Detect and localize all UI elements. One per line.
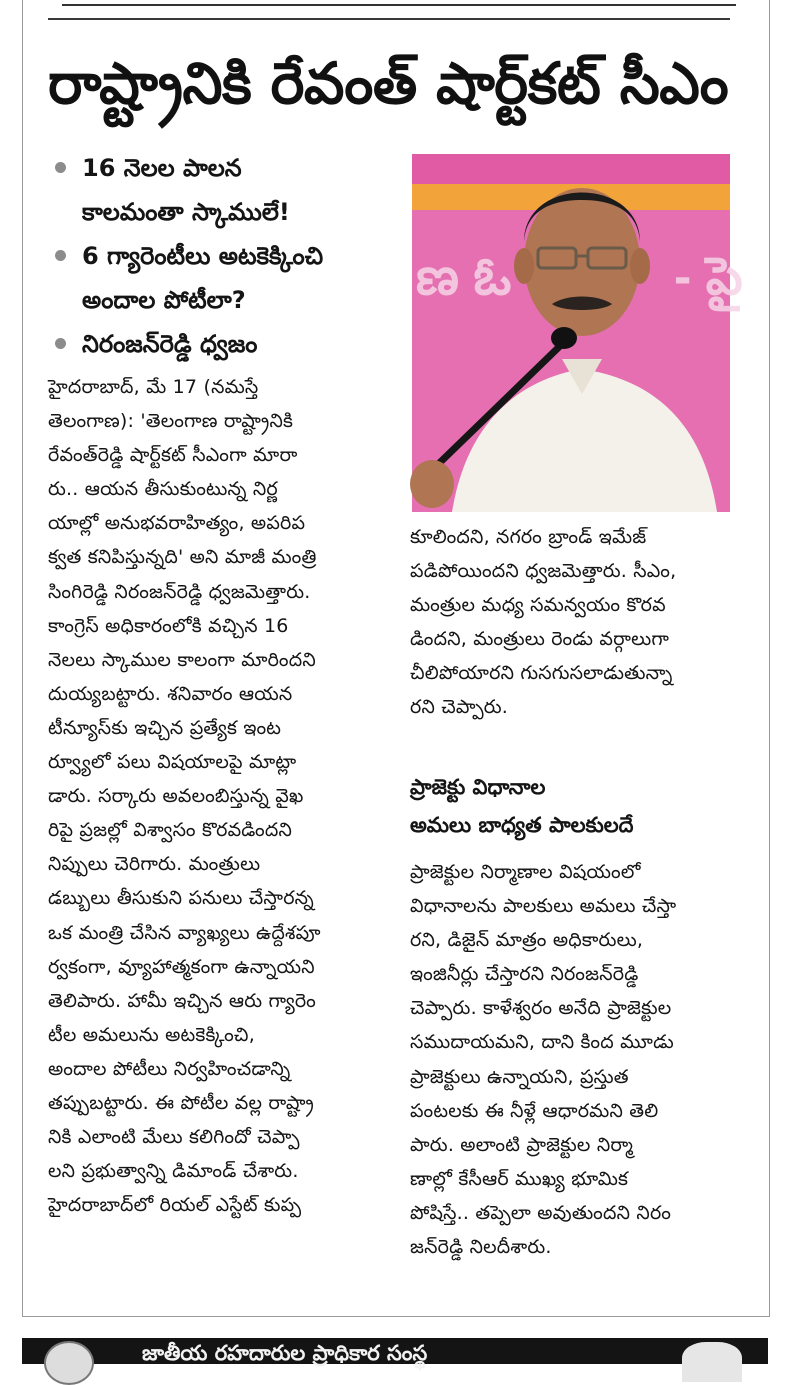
- body-line: ర్వ్యూలో పలు విషయాలపై మాట్లా: [48, 751, 297, 774]
- body-line: ణాల్లో కేసీఆర్ ముఖ్య భూమిక: [410, 1167, 629, 1190]
- body-line: సింగిరెడ్డి నిరంజన్‌రెడ్డి ధ్వజమెత్తారు.: [48, 580, 311, 603]
- body-line: ప్రాజెక్టుల నిర్మాణాల విషయంలో: [410, 861, 641, 883]
- body-line: దుయ్యబట్టారు. శనివారం ఆయన: [48, 682, 293, 705]
- bottom-advertisement-banner: [22, 1338, 768, 1364]
- body-line: అందాల పోటీలు నిర్వహించడాన్ని: [48, 1057, 291, 1080]
- headline: రాష్ట్రానికి రేవంత్ షార్ట్‌కట్ సీఎం: [48, 51, 729, 117]
- bullet-point: [48, 234, 388, 322]
- banner-title: జాతీయ రహదారుల ప్రాధికార సంస్థ: [142, 1341, 428, 1365]
- body-line: ఇంజినీర్లు చేస్తారని నిరంజన్‌రెడ్డి: [410, 963, 639, 986]
- body-line: డిందని, మంత్రులు రెండు వర్గాలుగా: [410, 628, 670, 651]
- headline-rule: [48, 18, 730, 20]
- sub-heading: [410, 768, 736, 844]
- body-line: ఒక మంత్రి చేసిన వ్యాఖ్యలు ఉద్దేశపూ: [48, 921, 321, 944]
- article-body-left-column: [48, 370, 378, 1222]
- body-line: పారు. అలాంటి ప్రాజెక్టుల నిర్మా: [410, 1133, 634, 1156]
- body-line: జన్‌రెడ్డి నిలదీశారు.: [410, 1236, 552, 1259]
- bullet-line: 16 నెలల పాలన: [82, 154, 242, 182]
- body-line: డారు. సర్కారు అవలంబిస్తున్న వైఖ: [48, 785, 304, 808]
- article-body-right-column-top: [410, 520, 736, 725]
- body-line: మంత్రుల మధ్య సమన్వయం కొరవ: [410, 594, 666, 617]
- body-line: పడిపోయిందని ధ్వజమెత్తారు. సీఎం,: [410, 560, 677, 583]
- body-line: డబ్బులు తీసుకుని పనులు చేస్తారన్న: [48, 887, 314, 910]
- body-line: తెలంగాణ): 'తెలంగాణ రాష్ట్రానికి: [48, 410, 294, 433]
- bullet-icon: [55, 250, 66, 261]
- body-line: చెప్పారు. కాళేశ్వరం అనేది ప్రాజెక్టుల: [410, 997, 672, 1020]
- body-line: కాంగ్రెస్ అధికారంలోకి వచ్చిన 16: [48, 614, 289, 637]
- speaker-with-microphone-image: [412, 154, 743, 512]
- body-line: రని, డిజైన్ మాత్రం అధికారులు,: [410, 929, 644, 952]
- body-line: టీన్యూస్‌కు ఇచ్చిన ప్రత్యేక ఇంట: [48, 716, 282, 739]
- bullet-point: [48, 146, 388, 234]
- bullet-point: [48, 322, 388, 366]
- body-line: విధానాలను పాలకులు అమలు చేస్తా: [410, 895, 677, 918]
- svg-text:- పై: - పై: [674, 248, 743, 306]
- body-line: సముదాయమని, దాని కింద మూడు: [410, 1031, 674, 1054]
- bullet-line: నిరంజన్‌రెడ్డి ధ్వజం: [82, 330, 258, 358]
- body-line: నికి ఎలాంటి మేలు కలిగిందో చెప్పా: [48, 1126, 300, 1149]
- body-line: రు.. ఆయన తీసుకుంటున్న నిర్ణ: [48, 478, 278, 501]
- sub-heading-line: అమలు బాధ్యత పాలకులదే: [410, 813, 634, 837]
- body-line: తప్పుబట్టారు. ఈ పోటీల వల్ల రాష్ట్రా: [48, 1091, 314, 1114]
- body-line: లని ప్రభుత్వాన్ని డిమాండ్ చేశారు.: [48, 1160, 299, 1183]
- logo-icon: [682, 1342, 742, 1382]
- body-line: క్వత కనిపిస్తున్నది' అని మాజీ మంత్రి: [48, 546, 317, 569]
- body-line: పంటలకు ఈ నీళ్లే ఆధారమని తెలి: [410, 1099, 659, 1122]
- body-line: రిపై ప్రజల్లో విశ్వాసం కొరవడిందని: [48, 819, 293, 842]
- body-line: పోషిస్తే.. తప్పెలా అవుతుందని నిరం: [410, 1201, 672, 1224]
- svg-text:ణ ఓ: ణ ఓ: [416, 248, 512, 306]
- bullet-icon: [55, 162, 66, 173]
- body-line: యాల్లో అనుభవరాహిత్యం, అపరిప: [48, 512, 306, 535]
- bullet-icon: [55, 338, 66, 349]
- body-line: హైదరాబాద్‌లో రియల్ ఎస్టేట్ కుప్ప: [48, 1194, 302, 1217]
- emblem-icon: [44, 1341, 94, 1385]
- body-line: రేవంత్‌రెడ్డి షార్ట్‌కట్ సీఎంగా మారా: [48, 444, 298, 467]
- bullet-line: అందాల పోటీలా?: [82, 286, 246, 314]
- body-line: చీలిపోయారని గుసగుసలాడుతున్నా: [410, 662, 673, 685]
- body-line: ప్రాజెక్టులు ఉన్నాయని, ప్రస్తుత: [410, 1065, 629, 1088]
- body-line: నెలలు స్కాముల కాలంగా మారిందని: [48, 648, 316, 671]
- sub-heading-line: ప్రాజెక్టు విధానాల: [410, 775, 546, 799]
- bullet-line: 6 గ్యారెంటీలు అటకెక్కించి: [82, 242, 324, 270]
- article-body-right-column: [410, 855, 736, 1264]
- politician-photo: [412, 154, 743, 512]
- body-line: కూలిందని, నగరం బ్రాండ్ ఇమేజ్: [410, 526, 647, 548]
- bullet-list: [48, 146, 388, 366]
- body-line: తెలిపారు. హామీ ఇచ్చిన ఆరు గ్యారెం: [48, 989, 316, 1012]
- body-line: హైదరాబాద్, మే 17 (నమస్తే: [48, 376, 259, 398]
- body-line: ర్వకంగా, వ్యూహాత్మకంగా ఉన్నాయని: [48, 955, 315, 978]
- body-line: రని చెప్పారు.: [410, 696, 509, 719]
- body-line: టీల అమలును అటకెక్కించి,: [48, 1023, 255, 1046]
- body-line: నిప్పులు చెరిగారు. మంత్రులు: [48, 853, 261, 876]
- bullet-line: కాలమంతా స్కాములే!: [82, 198, 290, 226]
